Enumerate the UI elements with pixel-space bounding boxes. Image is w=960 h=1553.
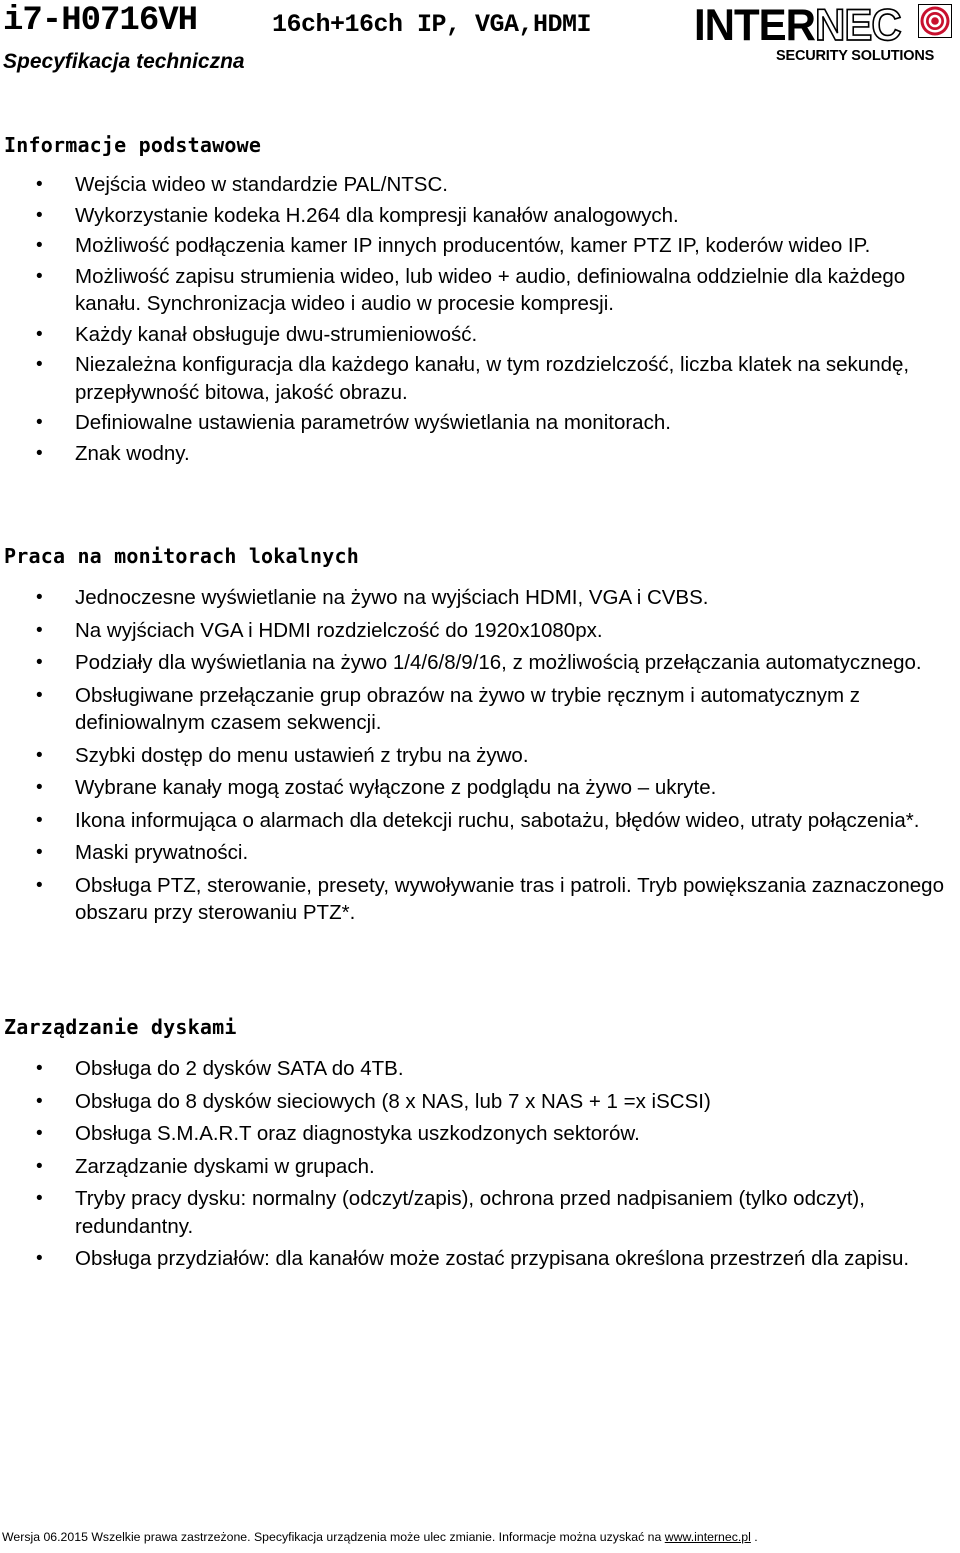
channel-summary: 16ch+16ch IP, VGA,HDMI (272, 10, 592, 39)
list-item: • Szybki dostęp do menu ustawień z trybu na żywo. (0, 742, 960, 770)
list-item: • Wykorzystanie kodeka H.264 dla kompresji kanałów analogowych. (0, 202, 960, 230)
footer-tail: . (750, 1530, 758, 1544)
list-item: • Ikona informująca o alarmach dla detekcji ruchu, sabotażu, błędów wideo, utraty połączenia*. (0, 807, 960, 835)
feature-list (0, 1055, 960, 1273)
section-basic-info (0, 133, 960, 470)
list-item: • Każdy kanał obsługuje dwu-strumieniowość. (0, 321, 960, 349)
section-title: Informacje podstawowe (4, 133, 262, 157)
list-item: • Obsługa przydziałów: dla kanałów może zostać przypisana określona przestrzeń dla zapisu. (0, 1245, 960, 1273)
section-title: Zarządzanie dyskami (4, 1015, 237, 1039)
model-number: i7-H0716VH (3, 2, 198, 40)
list-item: • Definiowalne ustawienia parametrów wyświetlania na monitorach. (0, 409, 960, 437)
list-item: • Obsługa S.M.A.R.T oraz diagnostyka uszkodzonych sektorów. (0, 1120, 960, 1148)
internec-logo (694, 0, 958, 68)
list-item: • Znak wodny. (0, 440, 960, 468)
list-item: • Obsługa do 8 dysków sieciowych (8 x NAS, lub 7 x NAS + 1 =x iSCSI) (0, 1088, 960, 1116)
concentric-circles-logo-icon (918, 4, 952, 38)
feature-list (0, 584, 960, 927)
list-item: • Obsługa do 2 dysków SATA do 4TB. (0, 1055, 960, 1083)
list-item: • Obsługiwane przełączanie grup obrazów na żywo w trybie ręcznym i automatycznym z definiowalnym czasem sekwencji. (0, 682, 960, 737)
list-item: • Niezależna konfiguracja dla każdego kanału, w tym rozdzielczość, liczba klatek na sekundę, przepływność bitowa, jakość obrazu. (0, 351, 960, 406)
website-link[interactable]: www.internec.pl (664, 1530, 751, 1544)
list-item: • Tryby pracy dysku: normalny (odczyt/zapis), ochrona przed nadpisaniem (tylko odczyt), redundantny. (0, 1185, 960, 1240)
list-item: • Wybrane kanały mogą zostać wyłączone z podglądu na żywo – ukryte. (0, 774, 960, 802)
page-footer (2, 1530, 758, 1544)
logo-wordmark: INTERNEC (694, 0, 901, 50)
list-item: • Możliwość podłączenia kamer IP innych producentów, kamer PTZ IP, koderów wideo IP. (0, 232, 960, 260)
page-header (0, 0, 960, 90)
list-item: • Podziały dla wyświetlania na żywo 1/4/6/8/9/16, z możliwością przełączania automatycznego. (0, 649, 960, 677)
list-item: • Jednoczesne wyświetlanie na żywo na wyjściach HDMI, VGA i CVBS. (0, 584, 960, 612)
list-item: • Maski prywatności. (0, 839, 960, 867)
logo-tagline: SECURITY SOLUTIONS (776, 48, 935, 64)
list-item: • Możliwość zapisu strumienia wideo, lub wideo + audio, definiowalna oddzielnie dla każdego kanału. Synchronizacja wideo i audio w procesie kompresji. (0, 263, 960, 318)
feature-list (0, 171, 960, 467)
list-item: • Zarządzanie dyskami w grupach. (0, 1153, 960, 1181)
list-item: • Na wyjściach VGA i HDMI rozdzielczość do 1920x1080px. (0, 617, 960, 645)
section-local-monitors (0, 544, 960, 932)
section-disk-management (0, 1015, 960, 1278)
footer-text: Wersja 06.2015 Wszelkie prawa zastrzeżone. Specyfikacja urządzenia może ulec zmianie. Informacje można uzyskać na (2, 1530, 665, 1544)
list-item: • Obsługa PTZ, sterowanie, presety, wywoływanie tras i patroli. Tryb powiększania zaznaczonego obszaru przy sterowaniu PTZ*. (0, 872, 960, 927)
section-title: Praca na monitorach lokalnych (4, 544, 359, 568)
document-title: Specyfikacja techniczna (3, 50, 245, 73)
list-item: • Wejścia wideo w standardzie PAL/NTSC. (0, 171, 960, 199)
